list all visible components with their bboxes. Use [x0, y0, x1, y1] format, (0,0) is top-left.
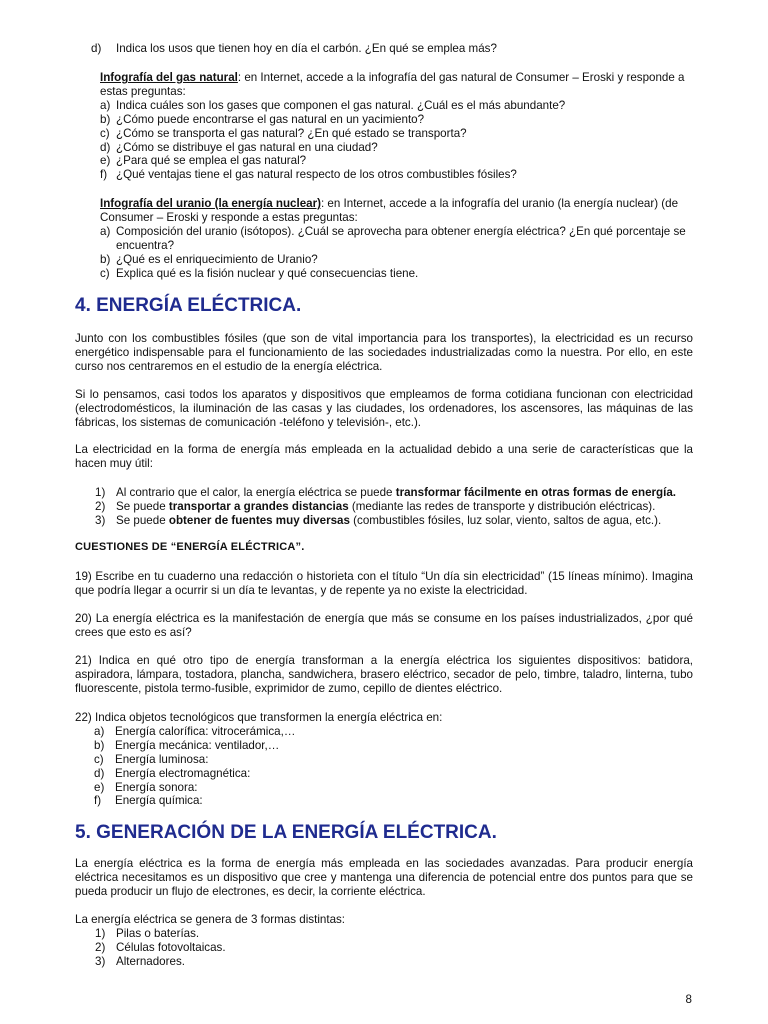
list-item: c) Energía luminosa:: [94, 752, 209, 766]
section-5-paragraph-2: La energía eléctrica se genera de 3 formas distintas: 1) Pilas o baterías. 2) Células fotovoltaicas. 3) Alternadores.: [75, 913, 693, 969]
list-item: a) Composición del uranio (isótopos). ¿Cuál se aprovecha para obtener energía eléctrica? ¿En qué porcentaje se encuentra?: [100, 224, 686, 252]
list-item: a) Energía calorífica: vitrocerámica,…: [94, 724, 296, 738]
list-item: b) ¿Qué es el enriquecimiento de Uranio?: [100, 252, 318, 266]
question-20: 20) La energía eléctrica es la manifestación de energía que más se consume en los países industrializados, ¿por qué crees que esto es así?: [75, 612, 693, 639]
gas-natural-questions: [75, 99, 693, 182]
list-item: 3) Alternadores.: [95, 954, 185, 968]
list-item: 3) Se puede obtener de fuentes muy diversas (combustibles fósiles, luz solar, viento, saltos de agua, etc.).: [95, 513, 662, 527]
list-item: 1) Pilas o baterías.: [95, 926, 200, 940]
list-item: b) Energía mecánica: ventilador,…: [94, 738, 280, 752]
question-19: 19) Escribe en tu cuaderno una redacción o historieta con el título “Un día sin electricidad” (15 líneas mínimo). Imagina que podría llegar a ocurrir si un día te levantas, y de repente ya no existe la electricidad.: [75, 570, 693, 597]
page-number: 8: [685, 993, 692, 1006]
uranio-block: [75, 197, 693, 280]
list-item: d) ¿Cómo se distribuye el gas natural en una ciudad?: [100, 140, 378, 154]
list-item: f) Energía química:: [94, 794, 203, 808]
list-item: 2) Se puede transportar a grandes distancias (mediante las redes de transporte y distribución eléctricas).: [95, 499, 656, 513]
cuestiones-heading: CUESTIONES DE “ENERGÍA ELÉCTRICA”.: [75, 541, 305, 553]
list-item: e) Energía sonora:: [94, 780, 198, 794]
uranio-questions: [75, 225, 693, 281]
section-5-heading: 5. GENERACIÓN DE LA ENERGÍA ELÉCTRICA.: [75, 822, 497, 843]
uranio-intro: Infografía del uranio (la energía nuclear): en Internet, accede a la infografía del uranio (la energía nuclear) (de Consumer – Eroski y responde a estas preguntas:: [100, 197, 679, 224]
section-5-paragraph-1: La energía eléctrica es la forma de energía más empleada en las sociedades avanzadas. Para producir energía eléctrica necesitamos es un dispositivo que cree y mantenga una diferencia de potencial entre dos puntos para que se pueda producir un flujo de electrones, es decir, la corriente eléctrica.: [75, 857, 693, 898]
section-4-heading: 4. ENERGÍA ELÉCTRICA.: [75, 295, 302, 316]
list-item: c) ¿Cómo se transporta el gas natural? ¿En qué estado se transporta?: [100, 126, 467, 140]
section-4-paragraph-3: La electricidad en la forma de energía más empleada en la actualidad debido a una serie de características que la hacen muy útil:: [75, 443, 693, 470]
question-22: 22) Indica objetos tecnológicos que transformen la energía eléctrica en: a) Energía calorífica: vitrocerámica,… b) Energía mecánica: ventilador,… c) Energía luminosa: d) Energía electromagnética: e) Energía sonora: f) Energía química:: [75, 711, 693, 808]
section-4-paragraph-2: Si lo pensamos, casi todos los aparatos y dispositivos que empleamos de forma cotidiana funcionan con electricidad (electrodomésticos, la iluminación de las casas y las ciudades, los ordenadores, los ascensores, las máquinas de las fábricas, los sistemas de comunicación -teléfono y televisión-, etc.).: [75, 388, 693, 429]
gas-natural-block: [75, 71, 693, 182]
list-item: c) Explica qué es la fisión nuclear y qué consecuencias tiene.: [100, 266, 419, 280]
gas-natural-intro: Infografía del gas natural: en Internet, accede a la infografía del gas natural de Consumer – Eroski y responde a estas preguntas:: [100, 71, 685, 98]
list-item: b) ¿Cómo puede encontrarse el gas natural en un yacimiento?: [100, 112, 425, 126]
list-item: e) ¿Para qué se emplea el gas natural?: [100, 154, 307, 168]
list-item: 2) Células fotovoltaicas.: [95, 940, 226, 954]
list-item: a) Indica cuáles son los gases que componen el gas natural. ¿Cuál es el más abundante?: [100, 98, 566, 112]
list-item: 1) Al contrario que el calor, la energía eléctrica se puede transformar fácilmente en otras formas de energía.: [95, 486, 676, 499]
list-item: d) Indica los usos que tienen hoy en día el carbón. ¿En qué se emplea más?: [91, 42, 497, 55]
question-21: 21) Indica en qué otro tipo de energía transforman a la energía eléctrica los siguientes dispositivos: batidora, aspiradora, lámpara, tostadora, plancha, sandwichera, brasero eléctrico, secador de pelo, timbre, taladro, linterna, tubo fluorescente, pistola termo-fusible, exprimidor de zumo, cepillo de dientes eléctrico.: [75, 654, 693, 695]
list-item: d) Energía electromagnética:: [94, 766, 251, 780]
coal-question-block: [75, 42, 693, 56]
section-4-paragraph-1: Junto con los combustibles fósiles (que son de vital importancia para los transportes), la electricidad es un recurso energético indispensable para el funcionamiento de las sociedades industrializadas como la nuestra. Por ello, en este curso nos centraremos en el estudio de la energía eléctrica.: [75, 332, 693, 373]
electricity-features-list: [75, 486, 693, 528]
list-item: f) ¿Qué ventajas tiene el gas natural respecto de los otros combustibles fósiles?: [100, 168, 517, 182]
